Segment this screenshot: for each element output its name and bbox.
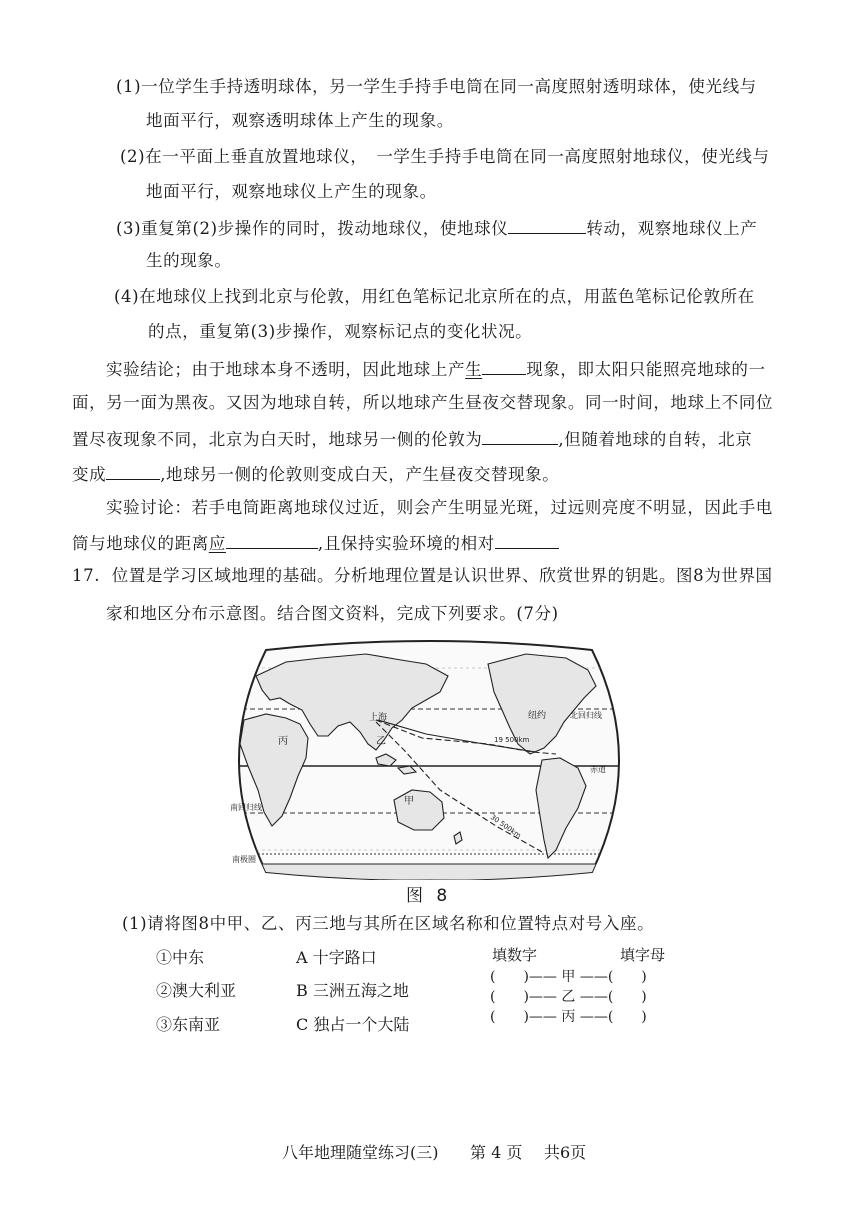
- conclusion-line-2: 面，另一面为黑夜。又因为地球自转，所以地球产生昼夜交替现象。同一时间，地球上不同位: [72, 393, 774, 412]
- discussion-underlined-char: 应: [208, 534, 226, 553]
- step-3-text-post: 转动，观察地球仪上产: [586, 219, 758, 238]
- footer-page-number: 第 4 页: [470, 1143, 523, 1162]
- footer-total-pages: 共6页: [544, 1143, 587, 1162]
- step-3-line-1: [116, 216, 757, 240]
- answer-blank-distance[interactable]: [226, 531, 318, 549]
- map-label-newyork: 纽约: [528, 711, 547, 721]
- question-number: 17.: [72, 566, 101, 585]
- conclusion-c-pre: 置尽夜现象不同，北京为白天时，地球另一侧的伦敦为: [72, 430, 483, 449]
- conclusion-c-post: ,但随着地球的自转，北京: [558, 430, 753, 449]
- discussion-line-1: 实验讨论：若手电筒距离地球仪过近，则会产生明显光斑，过远则亮度不明显，因此手电: [106, 498, 773, 517]
- map-label-equator: 赤道: [590, 765, 606, 774]
- step-3-text-pre: (3)重复第(2)步操作的同时，拨动地球仪，使地球仪: [116, 219, 509, 238]
- step-4-line-1: (4)在地球仪上找到北京与伦敦，用红色笔标记北京所在的点，用蓝色笔标记伦敦所在: [114, 287, 755, 306]
- subquestion-1-instruction: (1)请将图8中甲、乙、丙三地与其所在区域名称和位置特点对号入座。: [122, 914, 655, 933]
- region-option-1: ①中东: [156, 948, 205, 967]
- discussion-line-2: [72, 531, 559, 555]
- step-1-line-1: (1)一位学生手持透明球体，另一学生手持手电筒在同一高度照射透明球体，使光线与: [116, 77, 757, 96]
- answer-blank-beijing[interactable]: [106, 462, 160, 480]
- footer-title: 八年地理随堂练习(三): [282, 1143, 439, 1162]
- antarctica-shape: [226, 864, 632, 880]
- figure-caption: 图 8: [406, 886, 452, 906]
- feature-option-a: A 十字路口: [296, 948, 377, 967]
- conclusion-line-4: [72, 462, 559, 486]
- conclusion-text-post: 现象，即太阳只能照亮地球的一: [526, 360, 766, 379]
- header-fill-number: 填数字: [492, 946, 538, 964]
- map-label-yi: 乙: [376, 736, 386, 747]
- feature-option-c: C 独占一个大陆: [296, 1015, 410, 1034]
- conclusion-d-post: ,地球另一侧的伦敦则变成白天，产生昼夜交替现象。: [160, 465, 560, 484]
- map-label-antarctic-circle: 南极圈: [232, 855, 256, 864]
- question-17-line-2: 家和地区分布示意图。结合图文资料，完成下列要求。(7分): [106, 604, 559, 623]
- match-row-yi[interactable]: ( )—— 乙 ——( ): [490, 989, 647, 1005]
- match-row-bing[interactable]: ( )—— 丙 ——( ): [490, 1009, 647, 1025]
- world-map-svg: [226, 640, 632, 880]
- header-fill-letter: 填字母: [620, 946, 666, 964]
- step-4-line-2: 的点，重复第(3)步操作，观察标记点的变化状况。: [148, 322, 533, 341]
- answer-blank-london[interactable]: [482, 427, 558, 445]
- map-label-tropic-of-capricorn: 南回归线: [230, 803, 262, 812]
- map-label-jia: 甲: [404, 796, 414, 807]
- step-1-line-2: 地面平行，观察透明球体上产生的现象。: [146, 111, 454, 130]
- world-map-figure: [226, 640, 632, 880]
- answer-blank-rotation[interactable]: [508, 216, 586, 234]
- conclusion-text-pre: 实验结论；由于地球本身不透明，因此地球上产: [106, 360, 466, 379]
- answer-blank-environment[interactable]: [495, 531, 559, 549]
- step-2-line-2: 地面平行，观察地球仪上产生的现象。: [146, 182, 437, 201]
- conclusion-line-1: [106, 357, 766, 381]
- question-17-line-1: [72, 565, 773, 587]
- feature-option-b: B 三洲五海之地: [296, 981, 409, 1000]
- region-option-2: ②澳大利亚: [156, 981, 237, 1000]
- step-3-line-2: 生的现象。: [146, 251, 232, 270]
- conclusion-d-pre: 变成: [72, 465, 107, 484]
- step-2-line-1: (2)在一平面上垂直放置地球仪， 一学生手持手电筒在同一高度照射地球仪，使光线与: [120, 147, 770, 166]
- question-17-text-1: 位置是学习区域地理的基础。分析地理位置是认识世界、欣赏世界的钥匙。图8为世界国: [111, 566, 773, 585]
- region-option-3: ③东南亚: [156, 1015, 221, 1034]
- discussion-b-pre: 筒与地球仪的距离: [72, 534, 209, 553]
- conclusion-line-3: [72, 427, 752, 451]
- map-label-route-30500: 30 500km: [488, 813, 523, 840]
- map-label-route-19500: 19 500km: [494, 736, 530, 744]
- answer-blank-day-night[interactable]: [482, 357, 526, 375]
- map-label-bing: 丙: [278, 736, 288, 747]
- discussion-b-mid: ,且保持实验环境的相对: [317, 534, 495, 553]
- conclusion-underlined-char: 生: [465, 360, 483, 379]
- map-label-tropic-of-cancer: 北回归线: [570, 711, 602, 720]
- map-label-shanghai: 上海: [369, 713, 388, 723]
- match-row-jia[interactable]: ( )—— 甲 ——( ): [490, 969, 647, 985]
